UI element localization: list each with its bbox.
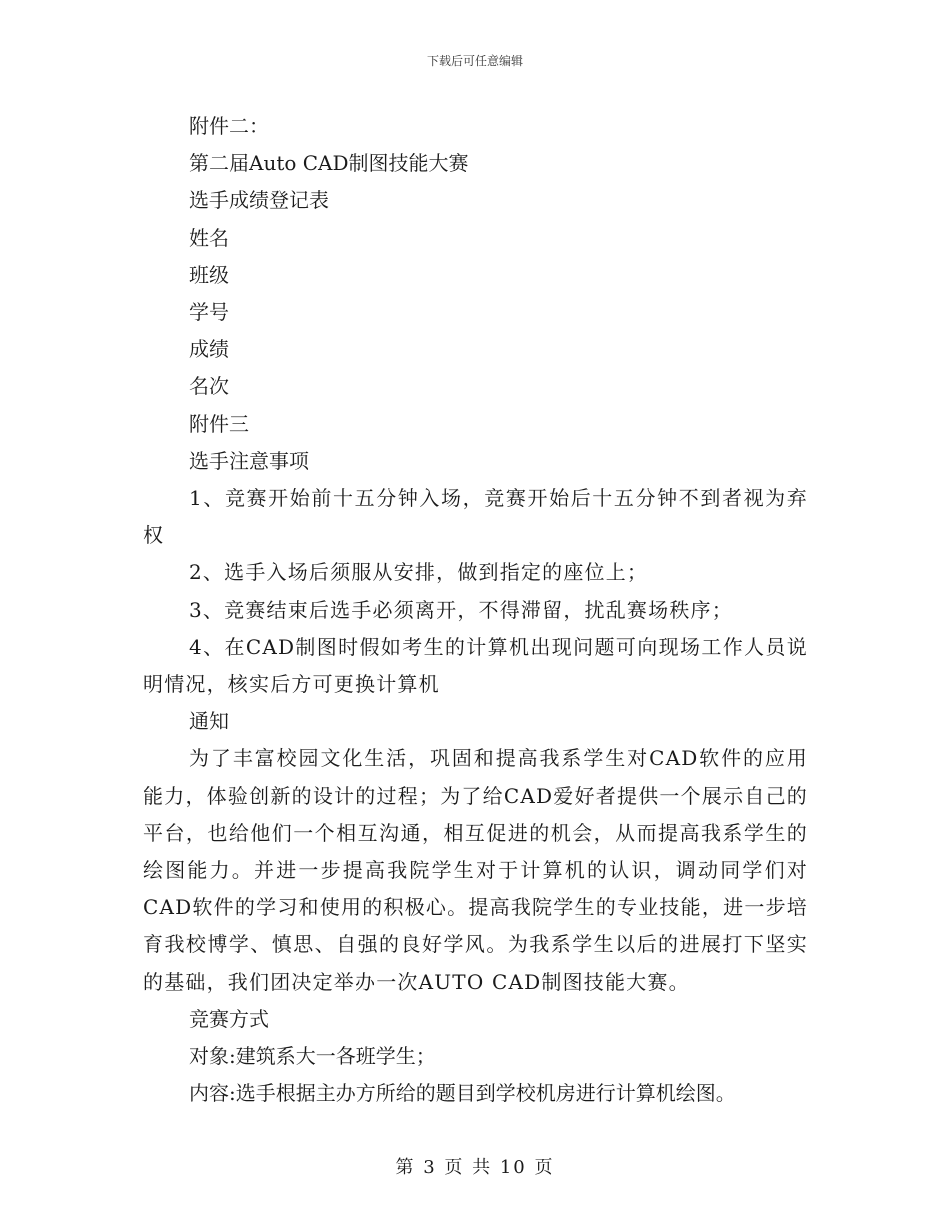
document-body [143,108,808,1112]
field-student-id-label: 学号 [189,300,229,325]
field-score-label: 成绩 [189,337,229,362]
page-number: 第 3 页 共 10 页 [395,1157,555,1178]
page-header: 下载后可任意编辑 [426,54,523,68]
appendix-2-heading: 附件二： [189,114,269,138]
field-name-label: 姓名 [189,225,229,250]
notes-heading: 选手注意事项 [189,448,309,473]
field-class-label: 班级 [189,262,229,287]
notice-body: 为了丰富校园文化生活，巩固和提高我系学生对CAD软件的应用能力，体验创新的设计的过程；为了给CAD爱好者提供一个展示自己的平台，也给他们一个相互沟通，相互促进的机会，从而提高我系学生的绘图能力。并进一步提高我院学生对于计算机的认识，调动同学们对CAD软件的学习和使用的积极心。提高我院学生的专业技能，进一步培育我校博学、慎思、自强的良好学风。为我系学生以后的进展打下坚实的基础，我们团决定举办一次AUTO CAD制图技能大赛。 [143,746,808,994]
rule-1: 1、竞赛开始前十五分钟入场，竞赛开始后十五分钟不到者视为弃权 [143,486,808,548]
method-content: 内容:选手根据主办方所给的题目到学校机房进行计算机绘图。 [189,1081,736,1106]
method-heading: 竞赛方式 [189,1006,269,1031]
rule-4: 4、在CAD制图时假如考生的计算机出现问题可向现场工作人员说明情况，核实后方可更换计算机 [143,634,808,697]
method-target: 对象:建筑系大一各班学生； [189,1044,436,1069]
rule-2: 2、选手入场后须服从安排，做到指定的座位上； [189,560,649,585]
contest-title: 第二届Auto CAD制图技能大赛 [189,151,469,176]
notice-heading: 通知 [189,709,229,734]
rule-3: 3、竞赛结束后选手必须离开，不得滞留，扰乱赛场秩序； [189,597,733,622]
appendix-3-heading: 附件三 [189,411,249,436]
score-form-title: 选手成绩登记表 [189,188,329,213]
field-rank-label: 名次 [189,374,229,399]
